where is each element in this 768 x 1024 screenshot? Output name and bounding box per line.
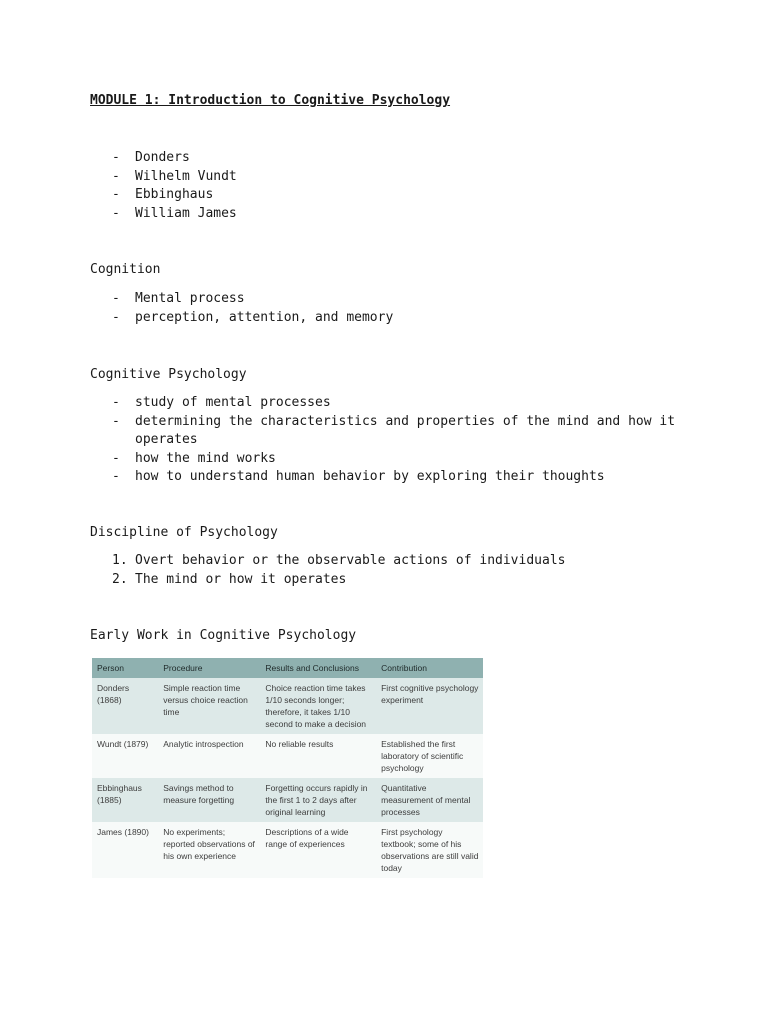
table-cell: Analytic introspection [158, 734, 260, 778]
list-item: - William James [90, 205, 680, 224]
list-item: - Wilhelm Vundt [90, 168, 680, 187]
table-row [92, 822, 483, 878]
list-item [90, 552, 680, 571]
table-cell: Established the first laboratory of scientific psychology [376, 734, 483, 778]
table-cell: No experiments; reported observations of his own experience [158, 822, 260, 878]
table-cell: First cognitive psychology experiment [376, 678, 483, 734]
list-item: - Ebbinghaus [90, 186, 680, 205]
table-cell: James (1890) [92, 822, 158, 878]
cognitive-psychology-heading: Cognitive Psychology [90, 367, 247, 382]
module-title: MODULE 1: Introduction to Cognitive Psychology [90, 93, 451, 108]
table-cell: Simple reaction time versus choice reaction time [158, 678, 260, 734]
table-cell: Descriptions of a wide range of experiences [260, 822, 376, 878]
table-cell: Choice reaction time takes 1/10 seconds longer; therefore, it takes 1/10 second to make a decision [260, 678, 376, 734]
table-row [92, 734, 483, 778]
table-cell: Wundt (1879) [92, 734, 158, 778]
table-cell: Donders (1868) [92, 678, 158, 734]
table-cell: Quantitative measurement of mental processes [376, 778, 483, 822]
column-header: Procedure [158, 658, 260, 678]
column-header: Contribution [376, 658, 483, 678]
table-row [92, 778, 483, 822]
list-item: - Mental process [90, 290, 680, 309]
table-cell: No reliable results [260, 734, 376, 778]
list-item: - study of mental processes [90, 394, 680, 413]
column-header: Person [92, 658, 158, 678]
discipline-list [90, 552, 680, 589]
list-item-text: The mind or how it operates [135, 571, 347, 587]
table-cell: Forgetting occurs rapidly in the first 1 to 2 days after original learning [260, 778, 376, 822]
list-marker: 1. [112, 553, 128, 568]
list-item: - how the mind works [90, 450, 680, 469]
early-work-table [92, 658, 483, 878]
cognitive-psychology-list [90, 394, 680, 487]
list-marker: 2. [112, 571, 128, 587]
cognition-list [90, 290, 680, 327]
list-item: - how to understand human behavior by exploring their thoughts [90, 468, 680, 487]
table-header-row [92, 658, 483, 678]
list-item: - Donders [90, 149, 680, 168]
table-cell: Savings method to measure forgetting [158, 778, 260, 822]
early-work-heading: Early Work in Cognitive Psychology [90, 628, 357, 643]
cognition-heading: Cognition [90, 262, 161, 277]
list-item: - determining the characteristics and properties of the mind and how it operates [90, 413, 680, 450]
list-item [90, 571, 680, 590]
table-cell: First psychology textbook; some of his observations are still valid today [376, 822, 483, 878]
table-row [92, 678, 483, 734]
list-item: - perception, attention, and memory [90, 309, 680, 328]
list-item-text: Overt behavior or the observable actions of individuals [135, 553, 566, 568]
intro-list [90, 149, 680, 223]
discipline-heading: Discipline of Psychology [90, 525, 278, 540]
column-header: Results and Conclusions [260, 658, 376, 678]
table-cell: Ebbinghaus (1885) [92, 778, 158, 822]
